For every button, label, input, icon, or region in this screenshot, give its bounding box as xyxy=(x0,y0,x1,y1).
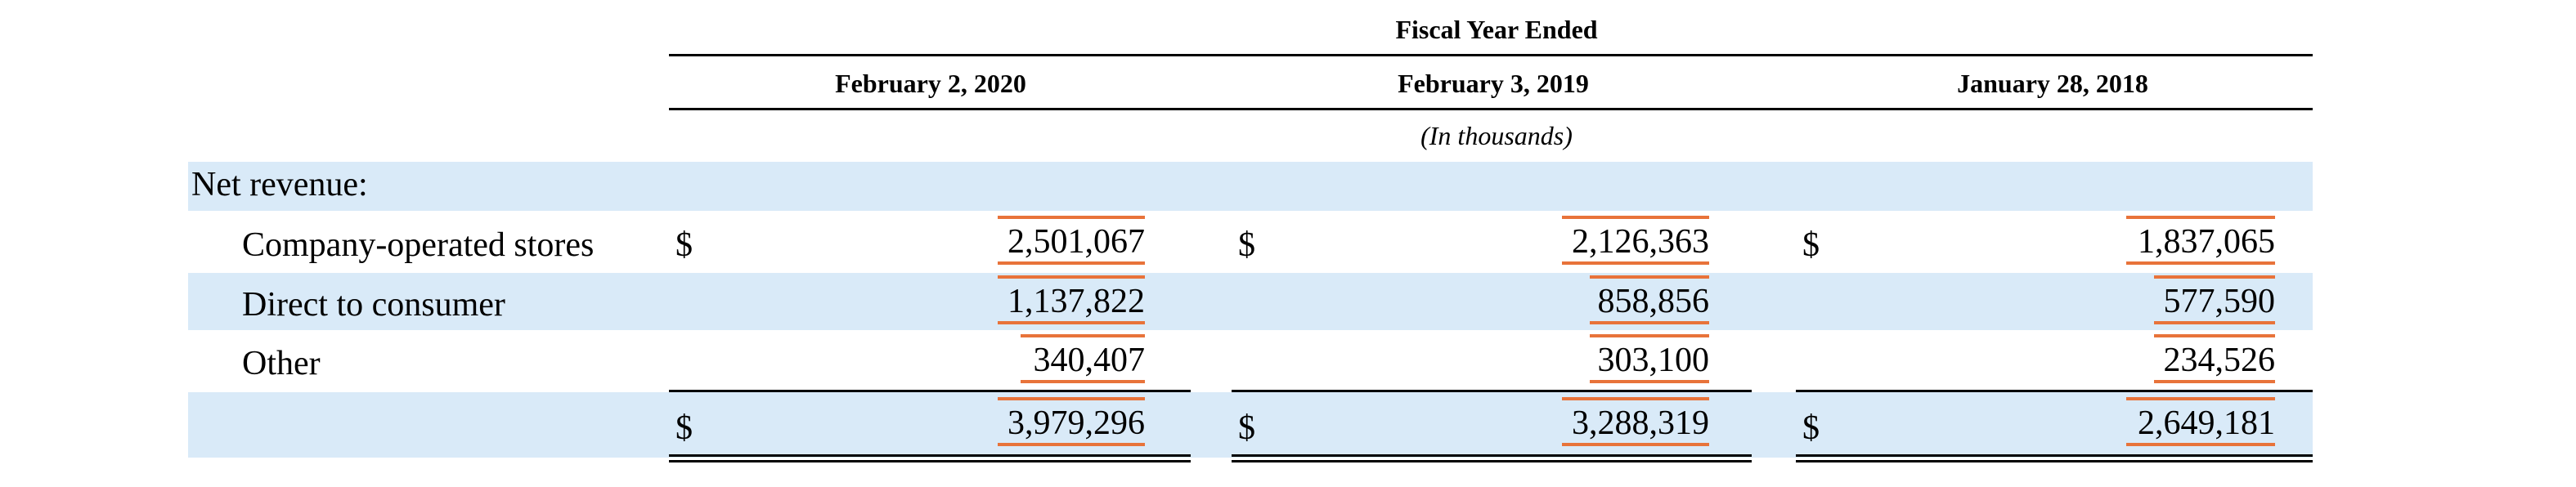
value-highlight-mark xyxy=(1021,380,1145,383)
band-net-revenue xyxy=(188,162,2313,211)
value-highlight-mark xyxy=(2154,334,2275,337)
value-highlight-mark xyxy=(998,261,1145,265)
currency-symbol: $ xyxy=(1802,409,1820,447)
value-highlight-mark xyxy=(1590,380,1709,383)
value-highlight-mark xyxy=(1562,397,1709,400)
value-highlight-mark xyxy=(998,216,1145,219)
total-double-rule xyxy=(1232,454,1752,457)
value-cell: 340,407 xyxy=(1033,342,1145,379)
header-rule-bottom xyxy=(669,108,2313,110)
total-value-cell: 3,288,319 xyxy=(1572,404,1709,442)
value-highlight-mark xyxy=(2154,321,2275,324)
total-value-cell: 3,979,296 xyxy=(1008,404,1145,442)
value-highlight-mark xyxy=(998,321,1145,324)
value-highlight-mark xyxy=(2154,380,2275,383)
row-label-company-operated-stores: Company-operated stores xyxy=(242,226,595,264)
value-highlight-mark xyxy=(998,443,1145,446)
value-cell: 1,137,822 xyxy=(1008,283,1145,320)
currency-symbol: $ xyxy=(1238,226,1255,264)
value-cell: 303,100 xyxy=(1597,342,1709,379)
header-rule-top xyxy=(669,54,2313,56)
subtotal-rule xyxy=(669,390,1191,392)
total-double-rule xyxy=(1232,460,1752,462)
value-cell: 858,856 xyxy=(1597,283,1709,320)
value-highlight-mark xyxy=(2126,261,2275,265)
value-cell: 234,526 xyxy=(2163,342,2275,379)
value-highlight-mark xyxy=(2126,216,2275,219)
total-double-rule xyxy=(1796,460,2313,462)
value-highlight-mark xyxy=(1590,275,1709,279)
value-cell: 2,501,067 xyxy=(1008,223,1145,261)
section-label-net-revenue: Net revenue: xyxy=(191,166,368,203)
subtotal-rule xyxy=(1796,390,2313,392)
units-note: (In thousands) xyxy=(1420,121,1573,150)
value-highlight-mark xyxy=(1590,321,1709,324)
currency-symbol: $ xyxy=(1238,409,1255,447)
fiscal-year-header: Fiscal Year Ended xyxy=(1395,15,1598,44)
column-header-2020: February 2, 2020 xyxy=(835,69,1026,98)
value-highlight-mark xyxy=(1562,443,1709,446)
total-double-rule xyxy=(669,460,1191,462)
value-highlight-mark xyxy=(1021,334,1145,337)
total-value-cell: 2,649,181 xyxy=(2138,404,2275,442)
value-cell: 577,590 xyxy=(2163,283,2275,320)
value-cell: 1,837,065 xyxy=(2138,223,2275,261)
value-highlight-mark xyxy=(2126,397,2275,400)
row-label-other: Other xyxy=(242,345,321,382)
value-cell: 2,126,363 xyxy=(1572,223,1709,261)
value-highlight-mark xyxy=(2126,443,2275,446)
total-double-rule xyxy=(669,454,1191,457)
band-direct-to-consumer xyxy=(188,273,2313,330)
currency-symbol: $ xyxy=(675,409,693,447)
currency-symbol: $ xyxy=(1802,226,1820,264)
value-highlight-mark xyxy=(1562,261,1709,265)
value-highlight-mark xyxy=(998,275,1145,279)
subtotal-rule xyxy=(1232,390,1752,392)
value-highlight-mark xyxy=(2154,275,2275,279)
row-label-direct-to-consumer: Direct to consumer xyxy=(242,286,505,324)
value-highlight-mark xyxy=(1590,334,1709,337)
value-highlight-mark xyxy=(998,397,1145,400)
currency-symbol: $ xyxy=(675,226,693,264)
total-double-rule xyxy=(1796,454,2313,457)
column-header-2018: January 28, 2018 xyxy=(1957,69,2148,98)
column-header-2019: February 3, 2019 xyxy=(1398,69,1589,98)
value-highlight-mark xyxy=(1562,216,1709,219)
